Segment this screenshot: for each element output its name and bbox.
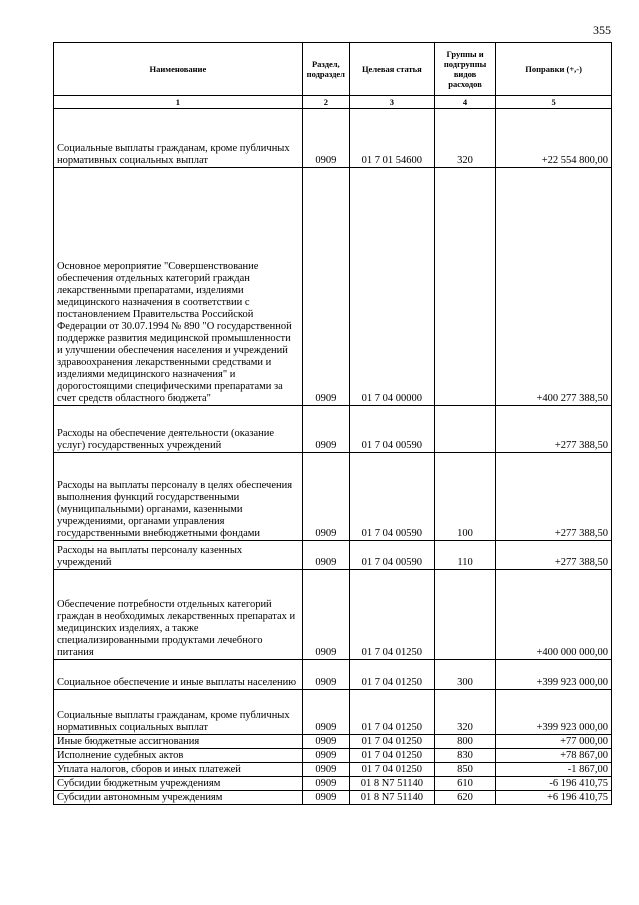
row-target: 01 7 01 54600 — [349, 109, 434, 168]
row-group: 830 — [434, 749, 495, 763]
row-group — [434, 570, 495, 660]
row-group: 850 — [434, 763, 495, 777]
row-target: 01 7 04 01250 — [349, 763, 434, 777]
column-number: 5 — [496, 96, 612, 109]
row-name: Социальные выплаты гражданам, кроме публичных нормативных социальных выплат — [54, 109, 303, 168]
row-section: 0909 — [302, 791, 349, 805]
table-row — [54, 109, 612, 168]
row-name: Субсидии автономным учреждениям — [54, 791, 303, 805]
row-target: 01 8 N7 51140 — [349, 777, 434, 791]
row-name: Субсидии бюджетным учреждениям — [54, 777, 303, 791]
row-target: 01 7 04 00000 — [349, 168, 434, 406]
row-name: Расходы на выплаты персоналу в целях обеспечения выполнения функций государственными (муниципальными) органами, казенными учреждениями, органами управления государственными внебюджетными фондами — [54, 453, 303, 541]
row-section: 0909 — [302, 109, 349, 168]
table-row — [54, 777, 612, 791]
row-section: 0909 — [302, 690, 349, 735]
table-row — [54, 168, 612, 406]
header-section: Раздел, подраздел — [302, 43, 349, 96]
row-target: 01 7 04 00590 — [349, 541, 434, 570]
row-amount: +277 388,50 — [496, 541, 612, 570]
row-group: 300 — [434, 660, 495, 690]
row-group: 620 — [434, 791, 495, 805]
table-row — [54, 541, 612, 570]
row-target: 01 7 04 00590 — [349, 406, 434, 453]
row-group: 800 — [434, 735, 495, 749]
row-target: 01 7 04 00590 — [349, 453, 434, 541]
row-target: 01 8 N7 51140 — [349, 791, 434, 805]
header-expense-groups: Группы и подгруппы видов расходов — [434, 43, 495, 96]
row-name: Социальное обеспечение и иные выплаты населению — [54, 660, 303, 690]
row-amount: +399 923 000,00 — [496, 690, 612, 735]
table-row — [54, 749, 612, 763]
header-name: Наименование — [54, 43, 303, 96]
row-section: 0909 — [302, 777, 349, 791]
column-number: 2 — [302, 96, 349, 109]
row-amount: +78 867,00 — [496, 749, 612, 763]
row-amount: -1 867,00 — [496, 763, 612, 777]
row-amount: +6 196 410,75 — [496, 791, 612, 805]
row-target: 01 7 04 01250 — [349, 749, 434, 763]
row-amount: +400 000 000,00 — [496, 570, 612, 660]
row-name: Основное мероприятие "Совершенствование обеспечения отдельных категорий граждан лекарственными препаратами, изделиями медицинского назначения в соответствии с постановлением Правительства Российской Федерации от 30.07.1994 № 890 "О государственной поддержке развития медицинской промышленности и улучшении обеспечения населения и учреждений здравоохранения лекарственными средствами и изделиями медицинского назначения" и дорогостоящими специфическими препаратами за счет средств областного бюджета" — [54, 168, 303, 406]
column-number-row — [54, 96, 612, 109]
row-section: 0909 — [302, 763, 349, 777]
row-name: Социальные выплаты гражданам, кроме публичных нормативных социальных выплат — [54, 690, 303, 735]
row-section: 0909 — [302, 406, 349, 453]
table-row — [54, 735, 612, 749]
column-number: 1 — [54, 96, 303, 109]
row-section: 0909 — [302, 749, 349, 763]
table-row — [54, 690, 612, 735]
row-group: 610 — [434, 777, 495, 791]
row-amount: +77 000,00 — [496, 735, 612, 749]
header-target-article: Целевая статья — [349, 43, 434, 96]
row-section: 0909 — [302, 541, 349, 570]
row-section: 0909 — [302, 660, 349, 690]
row-name: Иные бюджетные ассигнования — [54, 735, 303, 749]
row-target: 01 7 04 01250 — [349, 570, 434, 660]
table-row — [54, 453, 612, 541]
row-name: Расходы на обеспечение деятельности (оказание услуг) государственных учреждений — [54, 406, 303, 453]
row-target: 01 7 04 01250 — [349, 690, 434, 735]
table-row — [54, 791, 612, 805]
row-amount: +400 277 388,50 — [496, 168, 612, 406]
row-group: 100 — [434, 453, 495, 541]
row-name: Уплата налогов, сборов и иных платежей — [54, 763, 303, 777]
row-group: 320 — [434, 690, 495, 735]
row-target: 01 7 04 01250 — [349, 660, 434, 690]
header-amendments: Поправки (+,-) — [496, 43, 612, 96]
row-amount: +277 388,50 — [496, 406, 612, 453]
row-group — [434, 406, 495, 453]
column-number: 3 — [349, 96, 434, 109]
row-section: 0909 — [302, 168, 349, 406]
row-amount: +22 554 800,00 — [496, 109, 612, 168]
table-header-row — [54, 43, 612, 96]
row-group: 320 — [434, 109, 495, 168]
table-row — [54, 660, 612, 690]
row-name: Исполнение судебных актов — [54, 749, 303, 763]
page-number: 355 — [593, 23, 611, 37]
row-target: 01 7 04 01250 — [349, 735, 434, 749]
budget-amendments-table — [53, 42, 612, 805]
row-section: 0909 — [302, 453, 349, 541]
row-amount: -6 196 410,75 — [496, 777, 612, 791]
row-section: 0909 — [302, 570, 349, 660]
table-row — [54, 406, 612, 453]
table-row — [54, 763, 612, 777]
row-group — [434, 168, 495, 406]
row-name: Обеспечение потребности отдельных категорий граждан в необходимых лекарственных препаратах и медицинских изделиях, а также специализированными продуктами лечебного питания — [54, 570, 303, 660]
row-group: 110 — [434, 541, 495, 570]
column-number: 4 — [434, 96, 495, 109]
row-amount: +399 923 000,00 — [496, 660, 612, 690]
table-row — [54, 570, 612, 660]
row-name: Расходы на выплаты персоналу казенных учреждений — [54, 541, 303, 570]
row-amount: +277 388,50 — [496, 453, 612, 541]
row-section: 0909 — [302, 735, 349, 749]
